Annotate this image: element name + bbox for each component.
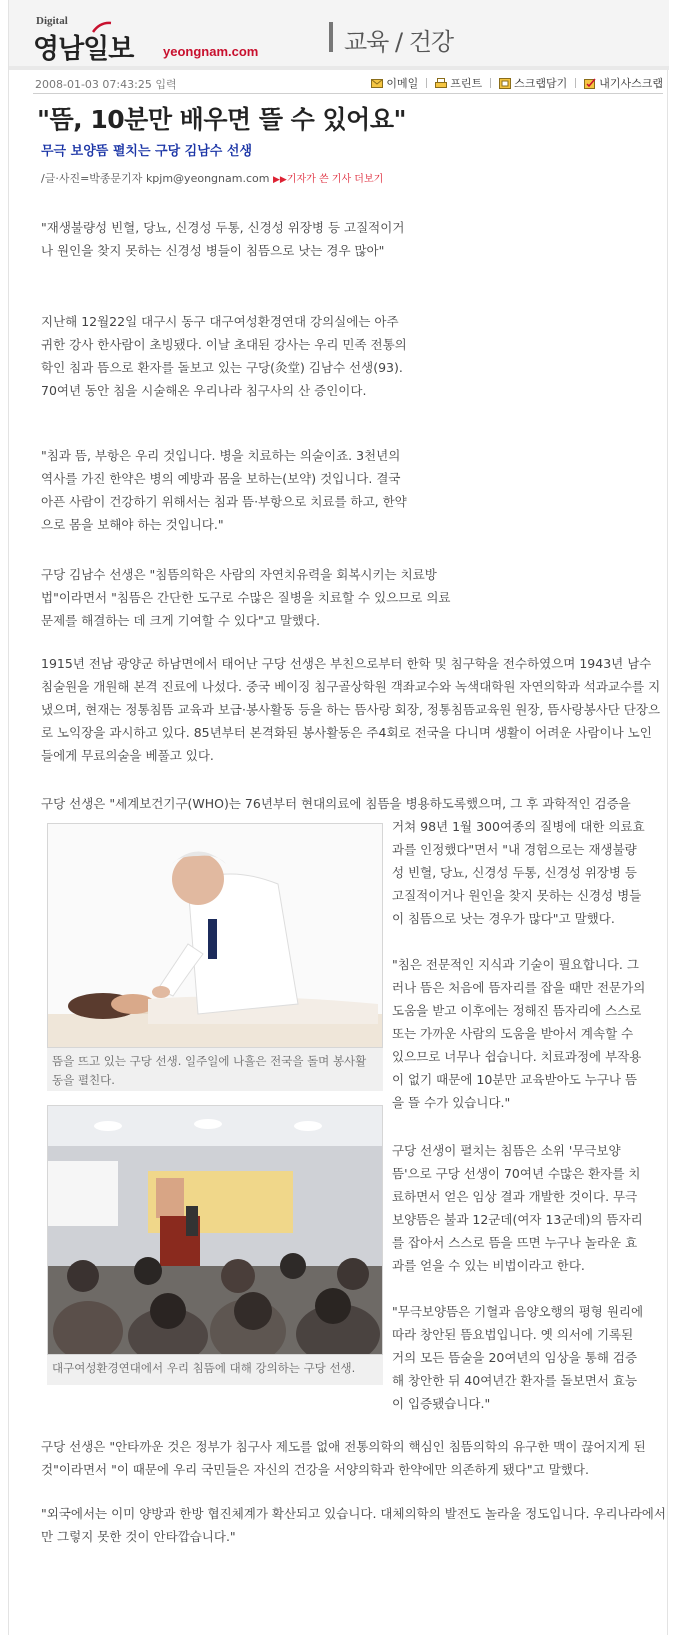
paragraph: 거쳐 98년 1월 300여종의 질병에 대한 의료효과를 인정했다"면서 "내 경험으로는 재생불량성 빈혈, 당뇨, 신경성 두통, 신경성 위장병 등 고질적이거나 원인을 찾지 못하는 신경성 병들이 침뜸으로 낫는 경우가 많다"고 말했다. xyxy=(392,819,645,926)
email-button[interactable] xyxy=(371,75,418,91)
scrap-label: 스크랩담기 xyxy=(514,77,568,90)
site-logo[interactable]: 영남일보 xyxy=(33,34,134,65)
lecture-photo-illustration xyxy=(48,1106,383,1355)
paragraph: "침은 전문적인 지식과 기술이 필요합니다. 그러나 뜸은 처음에 뜸자리를 잡을 때만 전문가의 도움을 받고 이후에는 정해진 뜸자리에 스스로 또는 가까운 사람의 도움을 받아서 계속할 수 있으므로 너무나 쉽습니다. 치료과정에 부작용이 없기 때문에 10분만 교육받아도 누구나 뜸을 뜰 수가 있습니다." xyxy=(392,957,646,1110)
article-tools xyxy=(371,75,663,91)
print-button[interactable] xyxy=(435,75,482,91)
publish-date: 2008-01-03 07:43:25 입력 xyxy=(35,78,177,91)
scrap-button[interactable] xyxy=(499,75,567,91)
tool-divider xyxy=(575,78,576,88)
printer-icon xyxy=(435,78,447,89)
byline xyxy=(41,170,383,186)
email-label: 이메일 xyxy=(386,77,419,90)
envelope-icon xyxy=(371,78,383,89)
header-divider xyxy=(9,66,669,70)
article-page xyxy=(8,0,668,1635)
header-separator xyxy=(329,22,333,52)
print-label: 프린트 xyxy=(450,77,483,90)
figure-lecture xyxy=(47,1105,383,1385)
paragraph: 구당 선생은 "안타까운 것은 정부가 침구사 제도를 없애 전통의학의 핵심인 침뜸의학의 유구한 맥이 끊어지게 된 것"이라면서 "이 때문에 우리 국민들은 자신의 건강을 서양의학과 한약에만 의존하게 됐다"고 말했다. xyxy=(41,1439,646,1477)
my-scrap-icon xyxy=(584,78,596,89)
paragraph: "재생불량성 빈혈, 당뇨, 신경성 두통, 신경성 위장병 등 고질적이거나 원인을 찾지 못하는 신경성 병들이 침뜸으로 낫는 경우 많아" xyxy=(41,220,405,258)
moxibustion-photo-illustration xyxy=(48,824,383,1048)
my-scrap-label: 내기사스크랩 xyxy=(599,77,663,90)
photo-lecture xyxy=(47,1105,383,1355)
photo-moxibustion xyxy=(47,823,383,1048)
paragraph: 구당 김남수 선생은 "침뜸의학은 사람의 자연치유력을 회복시키는 치료방법"이라면서 "침뜸은 간단한 도구로 수많은 질병을 치료할 수 있으므로 의료문제를 해결하는 데 크게 기여할 수 있다"고 말했다. xyxy=(41,567,451,628)
scrap-icon xyxy=(499,78,511,89)
article-subheadline: 무극 보양뜸 펼치는 구당 김남수 선생 xyxy=(41,144,252,159)
paragraph: 구당 선생이 펼치는 침뜸은 소위 '무극보양뜸'으로 구당 선생이 70여년 수많은 환자를 치료하면서 얻은 임상 결과 개발한 것이다. 무극보양뜸은 불과 12군데(여자 13군데)의 뜸자리를 잡아서 스스로 뜸을 뜨면 누구나 놀라운 효과를 얻을 수 있는 비법이라고 한다. xyxy=(392,1143,643,1273)
more-arrow-icon: ▶▶ xyxy=(272,175,287,185)
paragraph: 1915년 전남 광양군 하남면에서 태어난 구당 선생은 부친으로부터 한학 및 침구학을 전수하였으며 1943년 남수침술원을 개원해 본격 진료에 나섰다. 중국 베이징 침구골상학원 객좌교수와 녹색대학원 자연의학과 석과교수를 지냈으며, 현재는 정통침뜸 교육과 보급·봉사활동 등을 하는 뜸사랑 회장, 정통침뜸교육원 원장, 뜸사랑봉사단 단장으로 노익장을 과시하고 있다. 85년부터 본격화된 봉사활동은 주4회로 전국을 다니며 생활이 어려운 사람이나 노인들에게 무료의술을 베풀고 있다. xyxy=(41,656,661,763)
paragraph: "침과 뜸, 부항은 우리 것입니다. 병을 치료하는 의술이죠. 3천년의 역사를 가진 한약은 병의 예방과 몸을 보하는(보약) 것입니다. 결국 아픈 사람이 건강하기 위해서는 침과 뜸·부항으로 치료를 하고, 한약으로 몸을 보해야 하는 것입니다." xyxy=(41,448,407,532)
article-headline: "뜸, 10분만 배우면 뜰 수 있어요" xyxy=(37,105,407,134)
tool-divider xyxy=(490,78,491,88)
tool-divider xyxy=(426,78,427,88)
byline-author: /글·사진=박종문기자 xyxy=(41,172,143,185)
paragraph: 지난해 12월22일 대구시 동구 대구여성환경연대 강의실에는 아주 귀한 강사 한사람이 초빙됐다. 이날 초대된 강사는 우리 민족 전통의학인 침과 뜸으로 환자를 돌보고 있는 구당(灸堂) 김남수 선생(93). 70여년 동안 침을 시술해온 우리나라 침구사의 산 증인이다. xyxy=(41,314,407,398)
paragraph: "무극보양뜸은 기혈과 음양오행의 평형 원리에 따라 창안된 뜸요법입니다. 옛 의서에 기록된 거의 모든 뜸술을 20여년의 임상을 통해 검증해 창안한 뒤 40여년간 환자를 돌보면서 효능이 입증됐습니다." xyxy=(392,1304,644,1411)
site-domain[interactable]: yeongnam.com xyxy=(163,44,259,59)
paragraph: "외국에서는 이미 양방과 한방 협진체계가 확산되고 있습니다. 대체의학의 발전도 놀라울 정도입니다. 우리나라에서만 그렇지 못한 것이 안타깝습니다." xyxy=(41,1506,666,1544)
figure-caption: 대구여성환경연대에서 우리 침뜸에 대해 강의하는 구당 선생. xyxy=(52,1361,356,1375)
more-articles-link[interactable]: 기자가 쓴 기사 더보기 xyxy=(286,174,384,185)
figure-caption: 뜸을 뜨고 있는 구당 선생. 일주일에 나흘은 전국을 돌며 봉사활동을 펼친다. xyxy=(52,1054,367,1087)
figure-moxibustion xyxy=(47,823,383,1091)
my-scrap-button[interactable] xyxy=(584,75,663,91)
section-title: 교육 / 건강 xyxy=(344,28,454,56)
logo-digital-text: Digital xyxy=(36,15,68,27)
byline-email[interactable]: kpjm@yeongnam.com xyxy=(145,172,270,185)
article-meta-bar xyxy=(33,72,663,94)
logo-swoosh-icon xyxy=(92,20,112,34)
site-header xyxy=(9,0,669,70)
paragraph: 구당 선생은 "세계보건기구(WHO)는 76년부터 현대의료에 침뜸을 병용하도록했으며, 그 후 과학적인 검증을 xyxy=(41,796,631,811)
